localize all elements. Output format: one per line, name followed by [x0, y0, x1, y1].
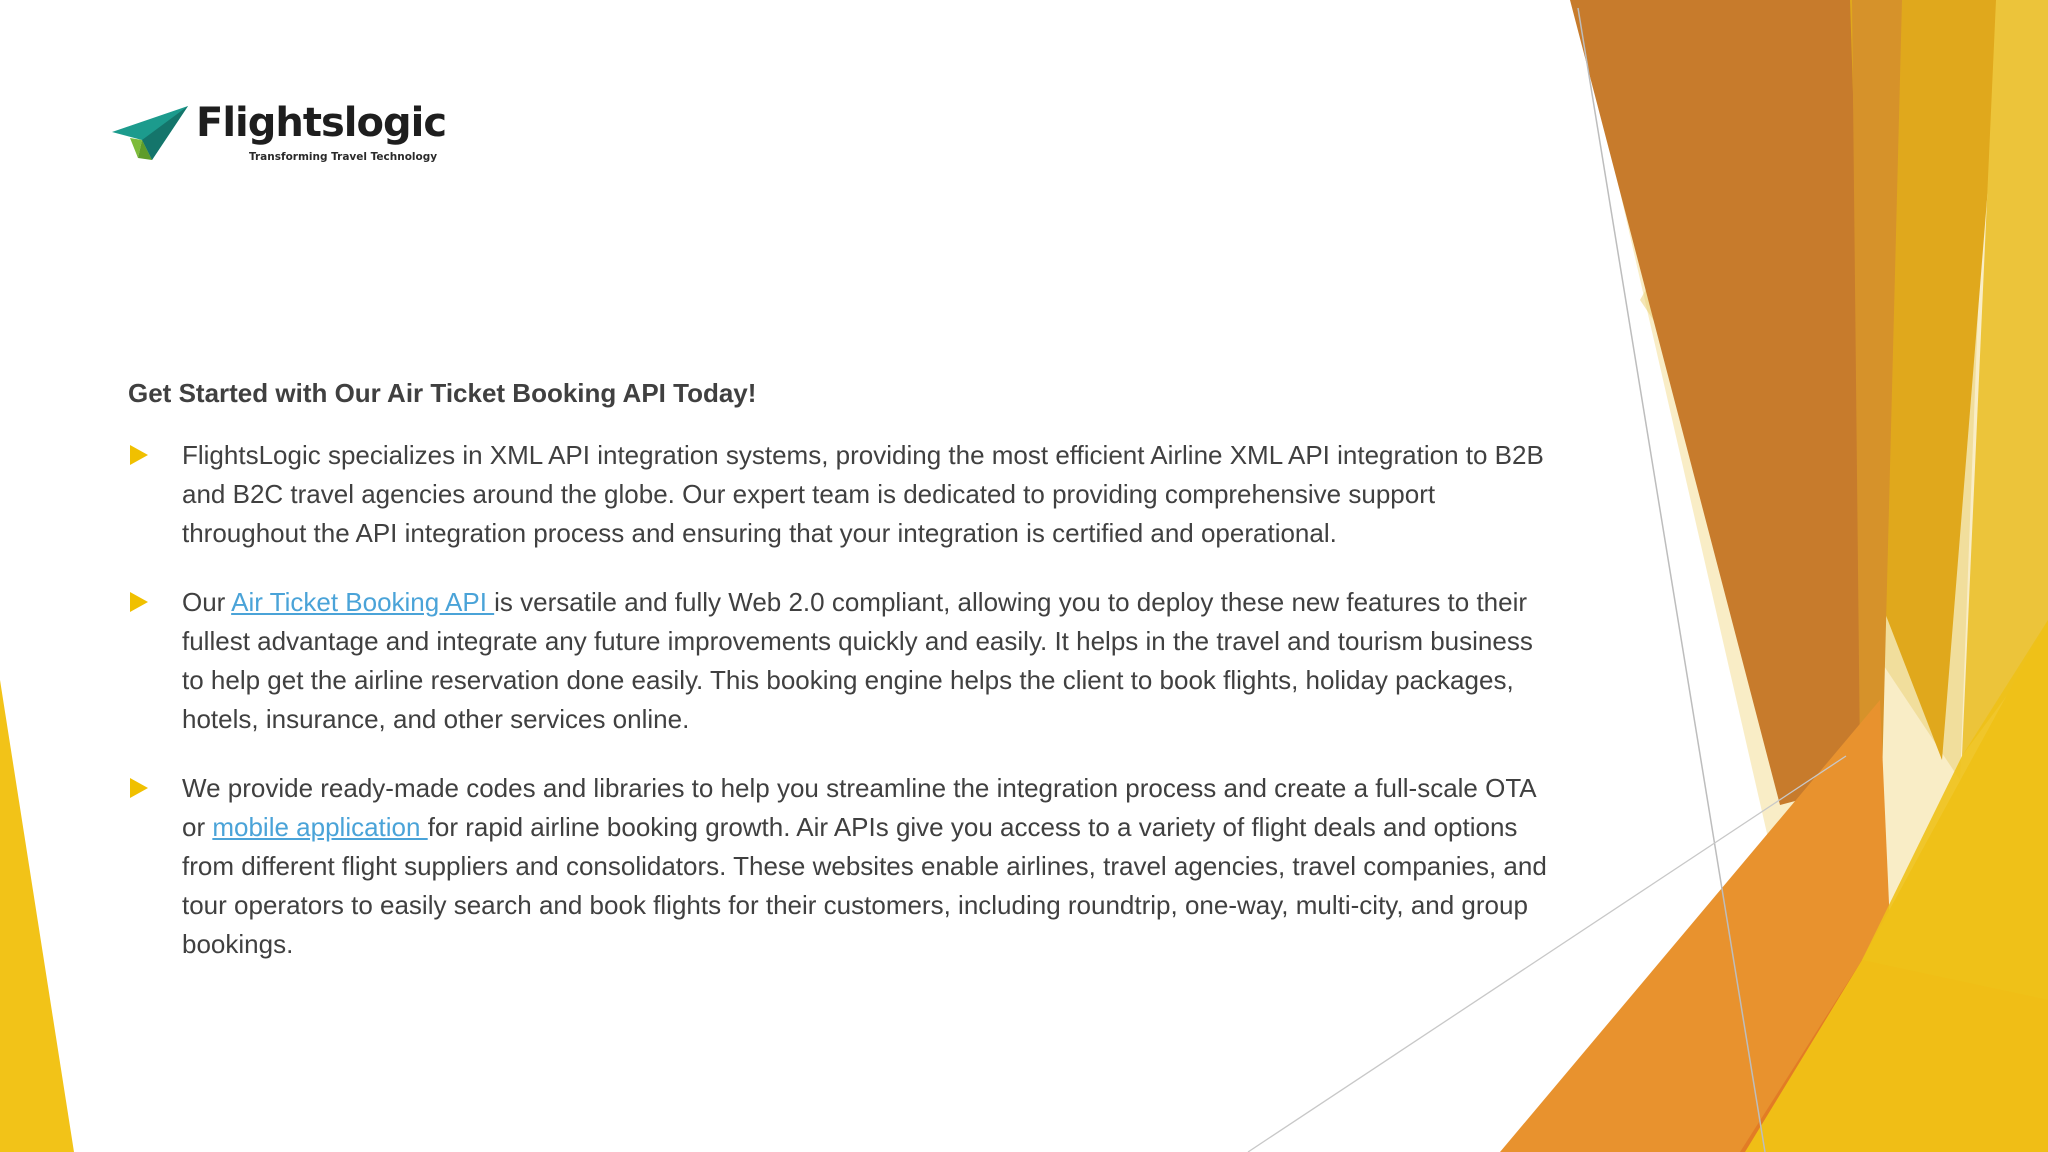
triangle-bullet-icon: [130, 445, 148, 465]
bullet-text-before-link: Our: [182, 587, 232, 617]
logo-name: Flightslogic: [196, 100, 447, 146]
bullet-text-after-link: for rapid airline booking growth. Air APIs give you access to a variety of flight deals and options from different flight suppliers and consolidators. These websites enable airlines, travel agencies, travel companies, and tour operators to easily search and book flights for their customers, including roundtrip, one-way, multi-city, and group bookings.: [182, 812, 1547, 959]
bullet-item: [128, 436, 1548, 553]
triangle-bullet-icon: [130, 592, 148, 612]
paper-plane-icon: [112, 104, 190, 164]
bullet-text-before-link: We provide ready-made codes and libraries to help you streamline the integration process and create a full-scale OTA or: [182, 773, 1536, 842]
bullet-text-after-link: is versatile and fully Web 2.0 compliant, allowing you to deploy these new features to their fullest advantage and integrate any future improvements quickly and easily. It helps in the travel and tourism business to help get the airline reservation done easily. This booking engine helps the client to book flights, holiday packages, hotels, insurance, and other services online.: [182, 587, 1533, 734]
bullet-item: [128, 583, 1548, 739]
left-yellow-shape: [0, 680, 74, 1152]
company-logo: [112, 100, 447, 170]
brown-orange-facet: [1570, 0, 1875, 805]
mobile-application-link[interactable]: mobile application: [212, 812, 428, 842]
bullet-list: [128, 436, 1548, 964]
slide-heading: Get Started with Our Air Ticket Booking API Today!: [128, 378, 757, 408]
triangle-bullet-icon: [130, 778, 148, 798]
logo-tagline: Transforming Travel Technology: [249, 151, 438, 163]
air-ticket-booking-api-link[interactable]: Air Ticket Booking API: [231, 587, 495, 617]
bullet-text: FlightsLogic specializes in XML API integration systems, providing the most efficient Airline XML API integration to B2B and B2C travel agencies around the globe. Our expert team is dedicated to providing comprehensive support throughout the API integration process and ensuring that your integration is certified and operational.: [182, 440, 1544, 548]
bullet-item: [128, 769, 1548, 964]
slide-content: [128, 372, 1548, 994]
